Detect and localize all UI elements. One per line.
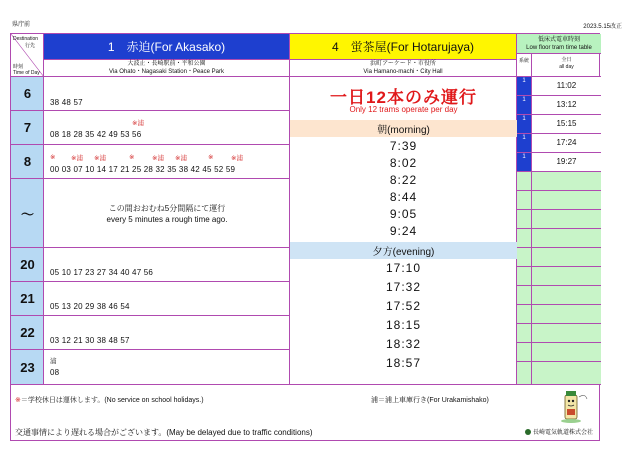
departure-time: 9:24: [389, 224, 418, 238]
system-number: 1: [517, 96, 532, 114]
empty-row: [517, 248, 601, 267]
frequency-jp: この間おおむね5分間隔にて運行: [108, 204, 226, 213]
only-notice-en: Only 12 trams operate per day: [349, 105, 458, 114]
company-label: 長崎電気軌道株式会社: [532, 430, 593, 436]
lowfloor-times: [517, 77, 601, 384]
delay-note: 交通事情により遅れる場合がございます。(May be delayed due to traffic conditions): [15, 428, 313, 437]
header-corner: [11, 34, 44, 77]
departure-time: 18:15: [385, 318, 422, 332]
table-row: [44, 145, 290, 179]
route-via-jp-hotarujaya: 浜町アーケード・市役所: [370, 61, 436, 67]
hour-cell: 6: [11, 77, 44, 111]
lowfloor-time: 17:24: [532, 134, 601, 152]
departure-times: 08 18 28 35 42 49 53 56: [50, 130, 142, 139]
departure-time: 8:44: [389, 190, 418, 204]
ura-note: 浦＝浦上車庫行き(For Urakamishako): [371, 397, 489, 404]
table-row: [44, 350, 290, 384]
frequency-en: every 5 minutes a rough time ago.: [106, 215, 228, 224]
corner-destination-jp: 行先: [25, 43, 36, 49]
departure-time: 17:52: [385, 299, 422, 313]
route-header-akasako: [44, 34, 290, 77]
corner-destination: Destination: [13, 36, 39, 42]
lowfloor-title-jp: 低床式電車時刻: [537, 37, 580, 43]
hour-cell: 23: [20, 359, 35, 375]
service-marks: [44, 153, 290, 163]
table-row: [517, 77, 601, 96]
route-via-en-akasako: Via Ohato・Nagasaki Station・Peace Park: [109, 69, 224, 75]
route-via-en-hotarujaya: Via Hamano-machi・City Hall: [363, 69, 443, 75]
hour-column: [11, 77, 44, 384]
hour-cell: 7: [11, 111, 44, 145]
hour-cell: 22: [11, 316, 44, 350]
service-mark: ※浦: [132, 120, 144, 127]
table-row: [517, 115, 601, 134]
departure-time: 17:32: [385, 280, 422, 294]
table-row: [44, 282, 290, 316]
service-mark: ※浦: [175, 155, 187, 162]
departure-time: 7:39: [389, 139, 418, 153]
system-number: 1: [517, 115, 532, 133]
lowfloor-time: 15:15: [532, 115, 601, 133]
empty-row: [517, 229, 601, 248]
empty-row: [517, 286, 601, 305]
departure-times: 03 12 21 30 38 48 57: [50, 336, 130, 345]
revision-date: 2023.5.15改正: [583, 24, 622, 30]
lowfloor-col-all-jp: 全日: [561, 57, 572, 63]
service-mark: ※浦: [152, 155, 164, 162]
lowfloor-title: [517, 34, 601, 54]
company-name: [525, 427, 593, 436]
service-mark: ※: [129, 154, 135, 161]
empty-row: [517, 191, 601, 210]
service-mark: ※浦: [94, 155, 106, 162]
table-row: [44, 316, 290, 350]
system-number: 1: [517, 77, 532, 95]
lowfloor-col-system: 系統: [517, 54, 532, 77]
service-mark: ※: [50, 154, 56, 161]
empty-row: [517, 172, 601, 191]
table-row: [44, 111, 290, 145]
hour-cell: 21: [11, 282, 44, 316]
stop-name: 県庁前: [12, 22, 31, 28]
service-mark: ※浦: [231, 155, 243, 162]
lowfloor-time: 11:02: [532, 77, 601, 95]
lowfloor-header: [517, 34, 601, 77]
note-mark: ※: [15, 397, 21, 404]
departure-time: 9:05: [389, 207, 418, 221]
empty-row: [517, 343, 601, 362]
table-row: [517, 153, 601, 172]
corner-time-en: Time of Day: [13, 70, 40, 76]
departure-time: 18:57: [385, 356, 422, 370]
empty-row: [517, 324, 601, 343]
note-text: ＝学校休日は運休します。(No service on school holidays.): [20, 397, 204, 404]
mascot-illustration: [551, 389, 591, 425]
route-header-hotarujaya: [290, 34, 517, 77]
evening-band: 夕方(evening): [290, 242, 517, 259]
morning-band: 朝(morning): [290, 120, 517, 137]
departure-time: 17:10: [385, 261, 422, 275]
empty-row: [517, 362, 601, 384]
empty-row: [517, 305, 601, 324]
table-row: [517, 134, 601, 153]
table-row: [44, 248, 290, 282]
hour-cell: 20: [11, 248, 44, 282]
empty-row: [517, 210, 601, 229]
departure-time: 8:02: [389, 156, 418, 170]
only-notice-jp: 一日12本のみ運行: [330, 88, 477, 107]
departure-times: 08: [50, 368, 60, 377]
akasako-times: [44, 77, 290, 384]
hotarujaya-times: [290, 77, 517, 384]
service-mark: 浦: [50, 358, 57, 365]
table-row: [517, 96, 601, 115]
system-number: 1: [517, 134, 532, 152]
hour-cell: 〜: [11, 179, 44, 248]
departure-times: 00 03 07 10 14 17 21 25 28 32 35 38 42 45 52 59: [50, 165, 236, 174]
school-holiday-note: [15, 395, 204, 405]
departure-time: 8:22: [389, 173, 418, 187]
hour-cell: 8: [11, 145, 44, 179]
route-title-akasako: 1 赤迫(For Akasako): [44, 34, 289, 60]
company-logo-icon: [525, 429, 531, 435]
route-via-jp-akasako: 大波止・長崎駅前・平和公園: [127, 61, 206, 67]
footer: [11, 384, 601, 442]
lowfloor-col-all: [532, 54, 601, 77]
service-mark: ※: [208, 154, 214, 161]
departure-times: 05 10 17 23 27 34 40 47 56: [50, 268, 154, 277]
route-title-hotarujaya: 4 蛍茶屋(For Hotarujaya): [290, 34, 516, 60]
table-row: [44, 77, 290, 111]
corner-time-jp: 時刻: [13, 64, 24, 70]
lowfloor-col-all-en: all day: [559, 64, 574, 70]
departure-times: 05 13 20 29 38 46 54: [50, 302, 130, 311]
table-row: [44, 179, 290, 248]
departure-times: 38 48 57: [50, 98, 83, 107]
system-number: 1: [517, 153, 532, 171]
lowfloor-title-en: Low floor tram time table: [526, 45, 592, 51]
lowfloor-time: 19:27: [532, 153, 601, 171]
lowfloor-time: 13:12: [532, 96, 601, 114]
service-mark: ※浦: [71, 155, 83, 162]
top-line: [10, 7, 622, 30]
empty-row: [517, 267, 601, 286]
departure-time: 18:32: [385, 337, 422, 351]
timetable-frame: [10, 33, 600, 441]
